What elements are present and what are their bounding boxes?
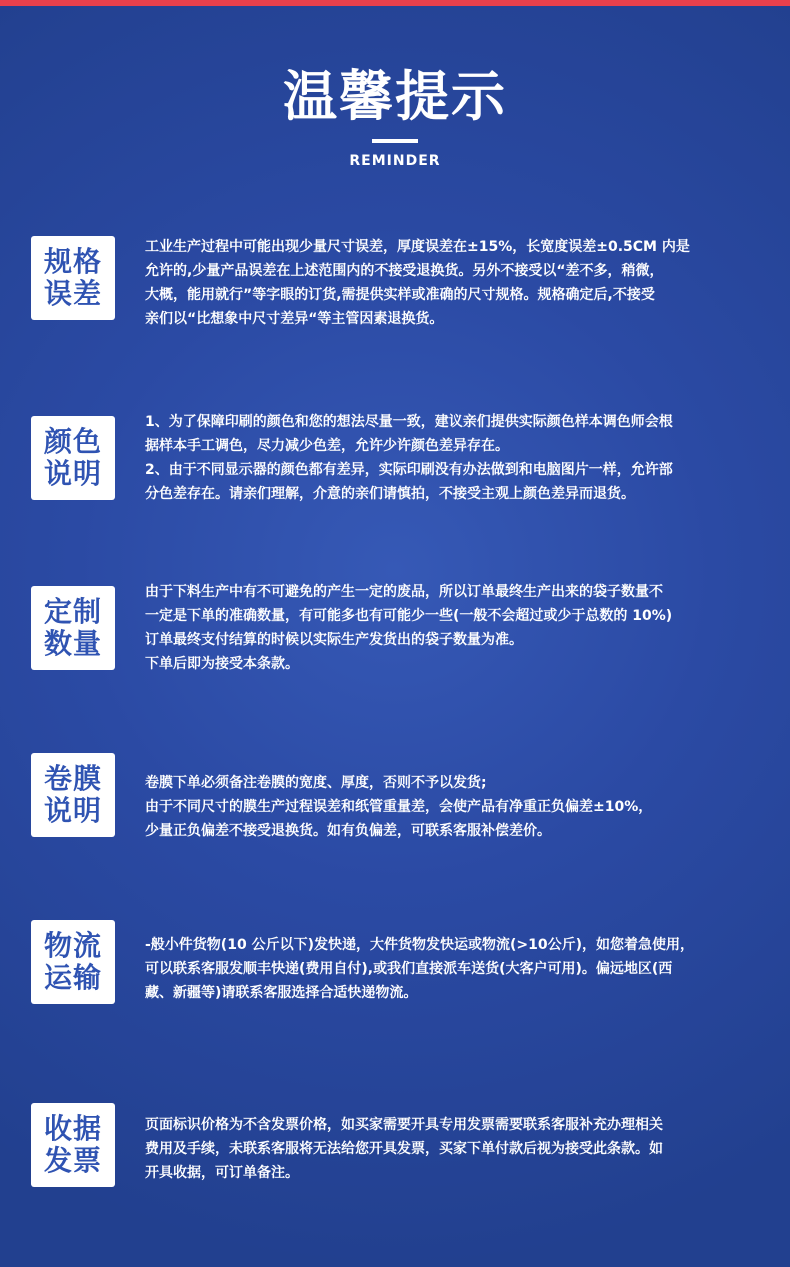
section-badge-label: 规格 误差 [43,245,102,310]
section-badge [31,236,115,320]
section-badge [31,753,115,837]
section-description: 1、为了保障印刷的颜色和您的想法尽量一致，建议亲们提供实际颜色样本调色师会根 据样本手工调色，尽力减少色差，允许少许颜色差异存在。 2、由于不同显示器的颜色都有差异，实际印刷没有办法做到和电脑图片一样，允许部 分色差存在。请亲们理解，介意的亲们请慎拍，不接受主观上颜色差异而退货。 [145,414,673,502]
page-subtitle: REMINDER [349,153,441,169]
section-badge [31,1103,115,1187]
section-badge [31,416,115,500]
section-badge [31,586,115,670]
section-badge-label: 物流 运输 [43,929,102,994]
page-title: 温馨提示 [283,65,507,128]
top-accent-stripe [0,0,790,6]
section-badge [31,920,115,1004]
title-underline [372,139,418,143]
section-description: -般小件货物(10 公斤以下)发快递，大件货物发快运或物流(>10公斤)，如您着急使用， 可以联系客服发顺丰快递(费用自付),或我们直接派车送货(大客户可用)。偏远地区(西 藏、新疆等)请联系客服选择合适快递物流。 [145,937,694,1001]
section-badge-label: 定制 数量 [43,595,102,660]
section-description: 由于下料生产中有不可避免的产生一定的废品，所以订单最终生产出来的袋子数量不 一定是下单的准确数量，有可能多也有可能少一些(一般不会超过或少于总数的 10%) 订单最终支付结算的时候以实际生产发货出的袋子数量为准。 下单后即为接受本条款。 [145,584,673,672]
section-badge-label: 颜色 说明 [43,425,102,490]
section-description: 工业生产过程中可能出现少量尺寸误差，厚度误差在±15%，长宽度误差±0.5CM 内是 允许的,少量产品误差在上述范围内的不接受退换货。另外不接受以“差不多，稍微， 大概，能用就行”等字眼的订货,需提供实样或准确的尺寸规格。规格确定后,不接受 亲们以“比想象中尺寸差异“等主管因素退换货。 [145,239,690,327]
section-description: 页面标识价格为不含发票价格，如买家需要开具专用发票需要联系客服补充办理相关 费用及手续，未联系客服将无法给您开具发票，买家下单付款后视为接受此条款。如 开具收据，可订单备注。 [145,1117,663,1181]
section-badge-label: 卷膜 说明 [43,762,102,827]
section-badge-label: 收据 发票 [43,1112,102,1177]
section-description: 卷膜下单必须备注卷膜的宽度、厚度，否则不予以发货; 由于不同尺寸的膜生产过程误差和纸管重量差，会使产品有净重正负偏差±10%， 少量正负偏差不接受退换货。如有负偏差，可联系客服补偿差价。 [145,775,653,839]
